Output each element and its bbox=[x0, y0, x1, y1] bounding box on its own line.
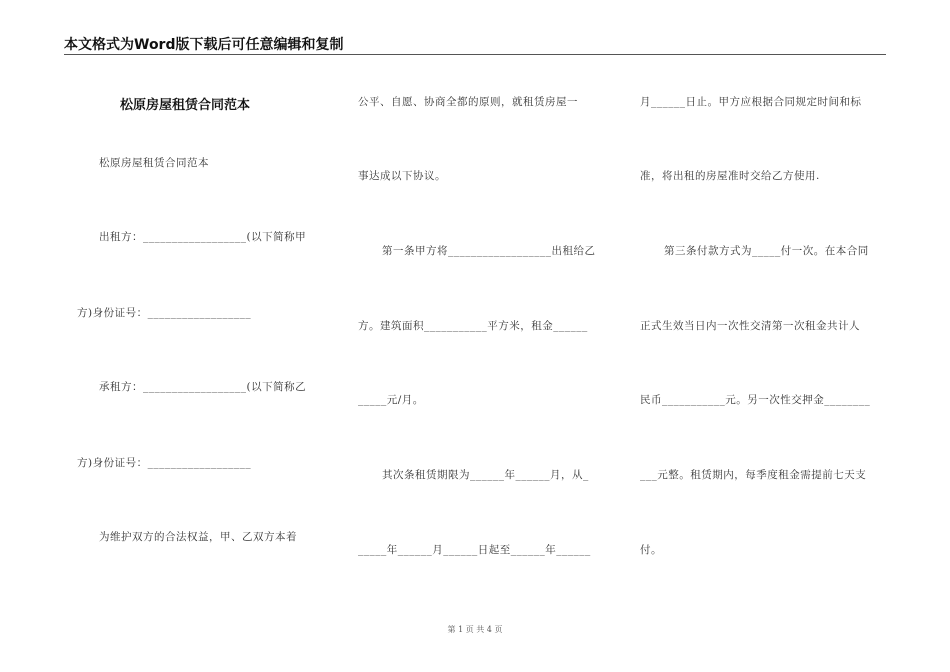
text-line: 付。 bbox=[640, 544, 662, 556]
text-line: ___元整。租赁期内，每季度租金需提前七天支 bbox=[640, 469, 867, 481]
page-header bbox=[64, 34, 886, 55]
text-line: 出租方：__________________(以下简称甲 bbox=[99, 231, 307, 243]
text-line: _____元/月。 bbox=[358, 394, 424, 406]
page-footer bbox=[0, 624, 950, 635]
text-line: 方。建筑面积___________平方米，租金______ bbox=[358, 320, 588, 332]
text-line: 其次条租赁期限为______年______月，从_ bbox=[382, 469, 589, 481]
text-line: 为维护双方的合法权益，甲、乙双方本着 bbox=[99, 531, 297, 543]
header-title: 本文格式为Word版下载后可任意编辑和复制 bbox=[64, 37, 344, 53]
text-line: 第一条甲方将__________________出租给乙 bbox=[382, 245, 596, 257]
document-title: 松原房屋租赁合同范本 bbox=[120, 98, 251, 113]
text-line: 第三条付款方式为_____付一次。在本合同 bbox=[664, 245, 869, 257]
page-number: 第 1 页 共 4 页 bbox=[447, 625, 503, 634]
text-line: _____年______月______日起至______年______ bbox=[358, 544, 591, 556]
text-line: 公平、自愿、协商全都的原则，就租赁房屋一 bbox=[358, 96, 578, 108]
text-line: 月______日止。甲方应根据合同规定时间和标 bbox=[640, 96, 862, 108]
text-line: 方)身份证号：__________________ bbox=[77, 457, 252, 469]
text-line: 民币___________元。另一次性交押金________ bbox=[640, 394, 871, 406]
text-line: 正式生效当日内一次性交清第一次租金共计人 bbox=[640, 320, 860, 332]
text-line: 准，将出租的房屋准时交给乙方使用. bbox=[640, 170, 820, 182]
text-line: 方)身份证号：__________________ bbox=[77, 307, 252, 319]
text-line: 事达成以下协议。 bbox=[358, 170, 446, 182]
text-line: 松原房屋租赁合同范本 bbox=[99, 157, 209, 169]
text-line: 承租方：__________________(以下简称乙 bbox=[99, 381, 307, 393]
